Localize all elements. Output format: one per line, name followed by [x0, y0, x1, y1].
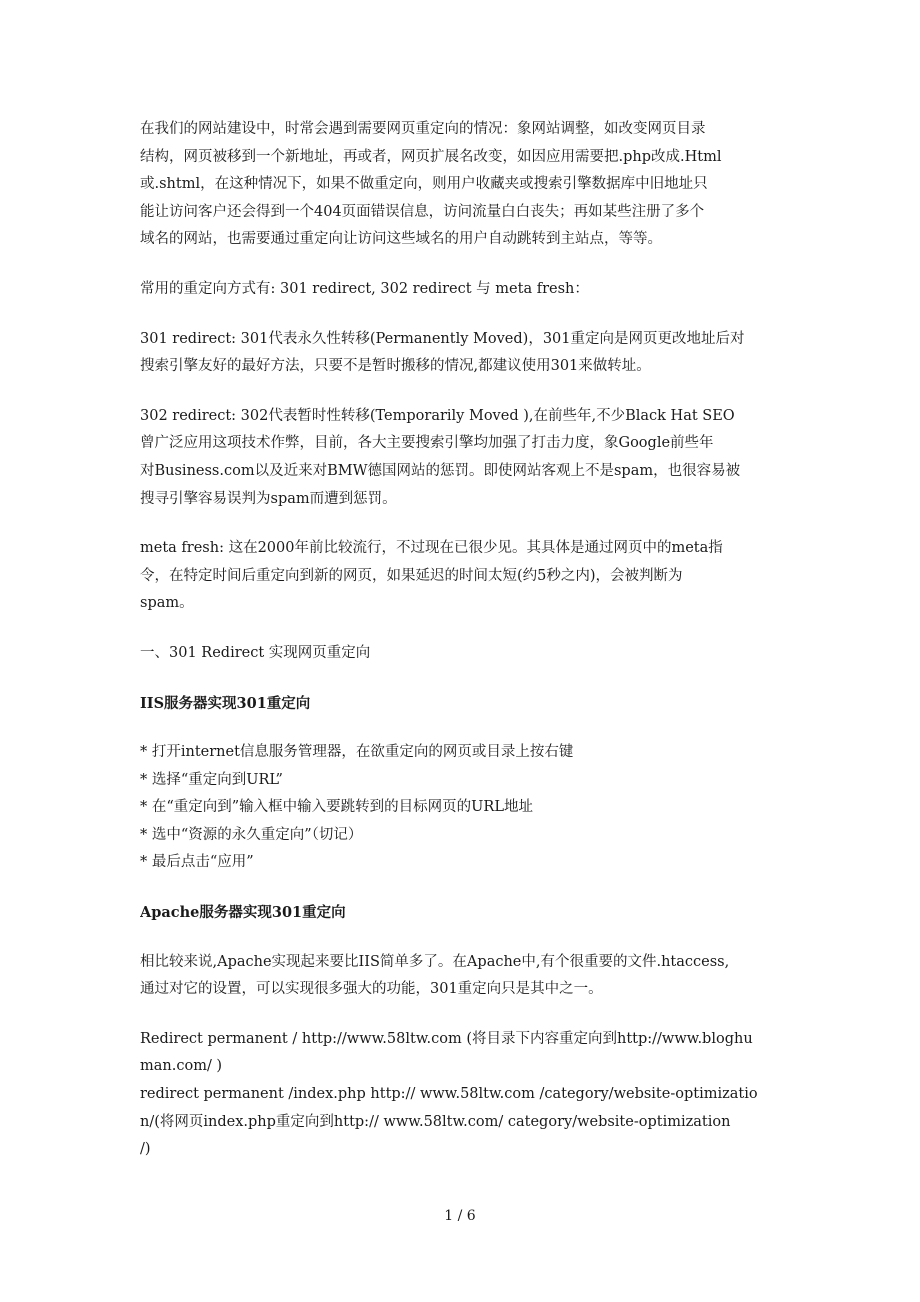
text-line: 曾广泛应用这项技术作弊，目前，各大主要搜索引擎均加强了打击力度，象Google前些年: [140, 435, 714, 452]
text-line: meta fresh: 这在2000年前比较流行，不过现在已很少见。其具体是通过网页中的meta指: [140, 540, 723, 557]
text-line: 一、301 Redirect 实现网页重定向: [140, 644, 371, 661]
text-line: 域名的网站，也需要通过重定向让访问这些域名的用户自动跳转到主站点，等等。: [140, 231, 662, 248]
text-line: 相比较来说,Apache实现起来要比IIS简单多了。在Apache中,有个很重要的文件.htaccess,: [140, 953, 730, 970]
text-line: 302 redirect: 302代表暂时性转移(Temporarily Moved ),在前些年,不少Black Hat SEO: [140, 407, 735, 424]
paragraph: [140, 403, 780, 513]
text-line: 能让访问客户还会得到一个404页面错误信息，访问流量白白丧失；再如某些注册了多个: [140, 203, 705, 220]
text-line: 令，在特定时间后重定向到新的网页，如果延迟的时间太短(约5秒之内)，会被判断为: [140, 567, 683, 584]
document-body: [140, 116, 780, 1186]
list-item: * 打开internet信息服务管理器，在欲重定向的网页或目录上按右键: [140, 744, 574, 761]
page-number: 1 / 6: [444, 1208, 476, 1224]
paragraph: [140, 276, 780, 304]
list-item: * 在“重定向到”输入框中输入要跳转到的目标网页的URL地址: [140, 799, 533, 816]
paragraph: [140, 949, 780, 1004]
paragraph: [140, 1026, 780, 1164]
list-item: * 最后点击“应用”: [140, 854, 254, 871]
text-line: 通过对它的设置，可以实现很多强大的功能，301重定向只是其中之一。: [140, 981, 603, 998]
paragraph: [140, 640, 780, 668]
list-item: * 选中“资源的永久重定向”（切记）: [140, 826, 363, 843]
text-line: 或.shtml，在这种情况下，如果不做重定向，则用户收藏夹或搜索引擎数据库中旧地址只: [140, 176, 708, 193]
text-line: Apache服务器实现301重定向: [140, 904, 346, 922]
section-heading: [140, 899, 780, 927]
paragraph: [140, 326, 780, 381]
section-heading: [140, 690, 780, 718]
paragraph: [140, 535, 780, 618]
text-line: 常用的重定向方式有: 301 redirect, 302 redirect 与 meta fresh：: [140, 280, 589, 297]
paragraph: [140, 116, 780, 254]
text-line: 结构，网页被移到一个新地址，再或者，网页扩展名改变，如因应用需要把.php改成.Html: [140, 148, 722, 165]
text-line: 搜寻引擎容易误判为spam而遭到惩罚。: [140, 490, 397, 507]
text-line: spam。: [140, 595, 194, 612]
text-line: 对Business.com以及近来对BMW德国网站的惩罚。即使网站客观上不是spam，也很容易被: [140, 462, 741, 479]
text-line: 在我们的网站建设中，时常会遇到需要网页重定向的情况：象网站调整，如改变网页目录: [140, 121, 706, 137]
text-line: man.com/ ): [140, 1058, 223, 1075]
list-item: * 选择“重定向到URL”: [140, 771, 283, 788]
text-line: Redirect permanent / http://www.58ltw.com (将目录下内容重定向到http://www.bloghu: [140, 1030, 753, 1047]
text-line: IIS服务器实现301重定向: [140, 694, 311, 712]
bullet-list: [140, 739, 780, 877]
text-line: /): [140, 1141, 151, 1158]
text-line: n/(将网页index.php重定向到http:// www.58ltw.com/ category/website-optimization: [140, 1113, 731, 1130]
text-line: 301 redirect: 301代表永久性转移(Permanently Moved)，301重定向是网页更改地址后对: [140, 330, 745, 347]
text-line: redirect permanent /index.php http:// www.58ltw.com /category/website-optimizatio: [140, 1086, 758, 1103]
text-line: 搜索引擎友好的最好方法，只要不是暂时搬移的情况,都建议使用301来做转址。: [140, 358, 651, 375]
